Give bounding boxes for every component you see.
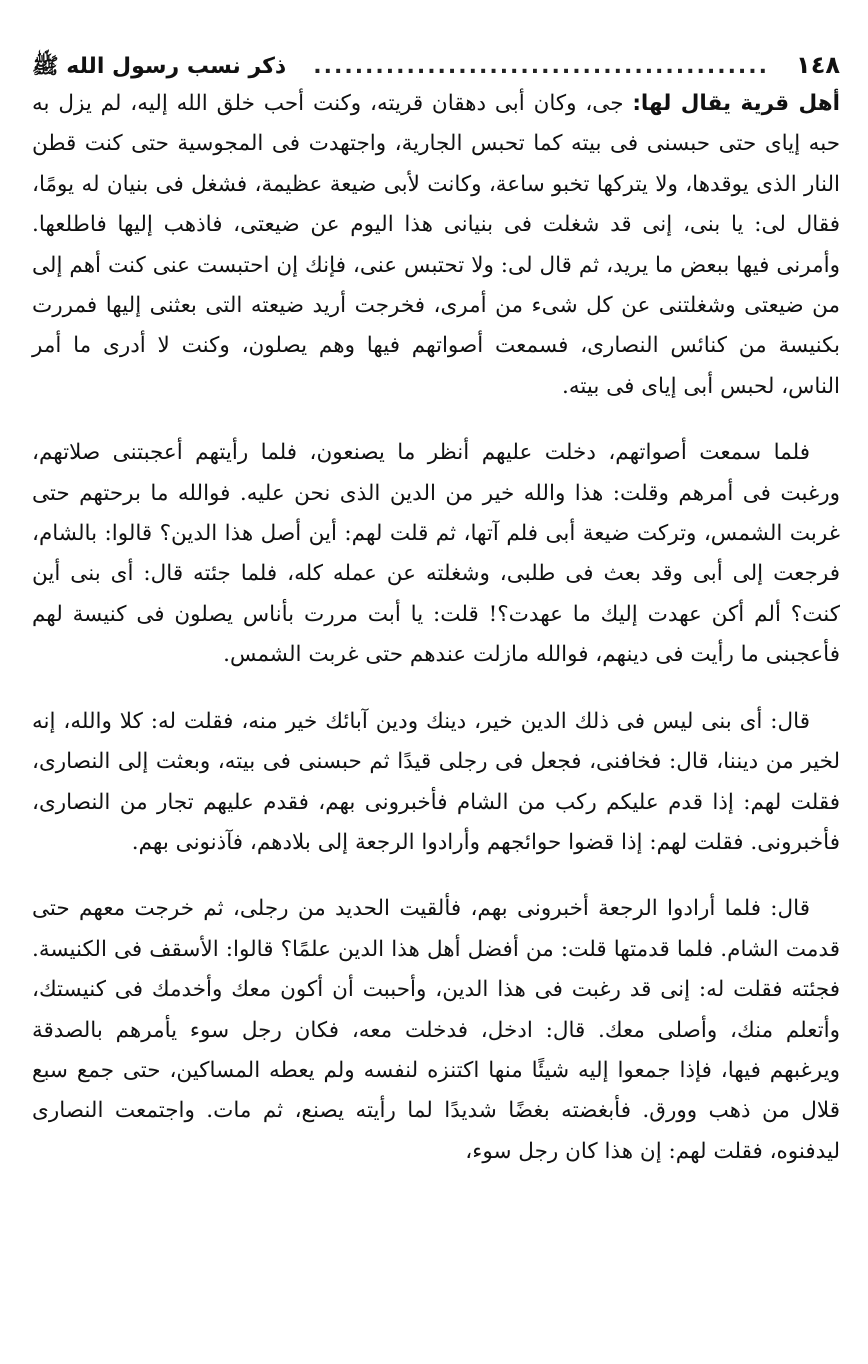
paragraph-text: قال: أى بنى ليس فى ذلك الدين خير، دينك ودين آبائك خير منه، فقلت له: كلا والله، إنه لخير من ديننا، قال: فخافنى، فجعل فى رجلى قيدًا ثم حبسنى فى بيته، وبعثت إلى النصارى، فقلت لهم: إذا قدم عليكم ركب من الشام فأخبرونى بهم، فقدم عليهم تجار من النصارى، فأخبرونى. فقلت لهم: إذا قضوا حوائجهم وأرادوا الرجعة إلى بلادهم، فآذنونى بهم. <box>32 708 840 855</box>
chapter-title: ذكر نسب رسول الله ﷺ <box>32 54 287 79</box>
page-body <box>32 84 840 1172</box>
paragraph-text: فلما سمعت أصواتهم، دخلت عليهم أنظر ما يصنعون، فلما رأيتهم أعجبتنى صلاتهم، ورغبت فى أمرهم وقلت: هذا والله خير من الدين الذى نحن عليه. فوالله ما برحتهم حتى غربت الشمس، وتركت ضيعة أبى فلم آتها، ثم قلت لهم: أين أصل هذا الدين؟ قالوا: بالشام، فرجعت إلى أبى وقد بعث فى طلبى، وشغلته عن عمله كله، فلما جئته قال: أى بنى أين كنت؟ ألم أكن عهدت إليك ما عهدت؟! قلت: يا أبت مررت بأناس يصلون فى كنيسة لهم فأعجبنى ما رأيت فى دينهم، فوالله مازلت عندهم حتى غربت الشمس. <box>32 440 840 668</box>
paragraph-4 <box>32 889 840 1172</box>
paragraph-lead: أهل قرية يقال لها: <box>632 91 840 116</box>
paragraph-1 <box>32 84 840 407</box>
book-page <box>32 48 840 1172</box>
paragraph-3 <box>32 702 840 864</box>
paragraph-2 <box>32 433 840 675</box>
header-dot-leader: ............................................ <box>313 54 769 79</box>
paragraph-text: قال: فلما أرادوا الرجعة أخبرونى بهم، فألقيت الحديد من رجلى، ثم خرجت معهم حتى قدمت الشام. فلما قدمتها قلت: من أفضل أهل هذا الدين علمًا؟ قالوا: الأسقف فى الكنيسة. فجئته فقلت له: إنى قد رغبت فى هذا الدين، وأحببت أن أكون معك وأخدمك فى كنيستك، وأتعلم منك، وأصلى معك. قال: ادخل، فدخلت معه، فكان رجل سوء يأمرهم بالصدقة ويرغبهم فيها، فإذا جمعوا إليه شيئًا منها اكتنزه لنفسه ولم يعطه المساكين، حتى جمع سبع قلال من ذهب وورق. فأبغضته بغضًا شديدًا لما رأيته يصنع، ثم مات. واجتمعت النصارى ليدفنوه، فقلت لهم: إن هذا كان رجل سوء، <box>32 896 840 1164</box>
page-number: ١٤٨ <box>796 51 840 79</box>
paragraph-text: جى، وكان أبى دهقان قريته، وكنت أحب خلق الله إليه، لم يزل به حبه إياى حتى حبسنى فى بيته كما تحبس الجارية، واجتهدت فى المجوسية حتى كنت قطن النار الذى يوقدها، ولا يتركها تخبو ساعة، وكانت لأبى ضيعة عظيمة، فشغل فى بنيان له يومًا، فقال لى: يا بنى، إنى قد شغلت فى بنيانى هذا اليوم عن ضيعتى، فاذهب إليها فاطلعها. وأمرنى فيها ببعض ما يريد، ثم قال لى: ولا تحتبس عنى، فإنك إن احتبست عنى كنت أهم إلى من ضيعتى وشغلتنى عن كل شىء من أمرى، فخرجت أريد ضيعته التى بعثنى إليها فمررت بكنيسة من كنائس النصارى، فسمعت أصواتهم فيها وهم يصلون، وكنت لا أدرى ما أمر الناس، لحبس أبى إياى فى بيته. <box>32 91 840 399</box>
running-header <box>32 48 840 84</box>
